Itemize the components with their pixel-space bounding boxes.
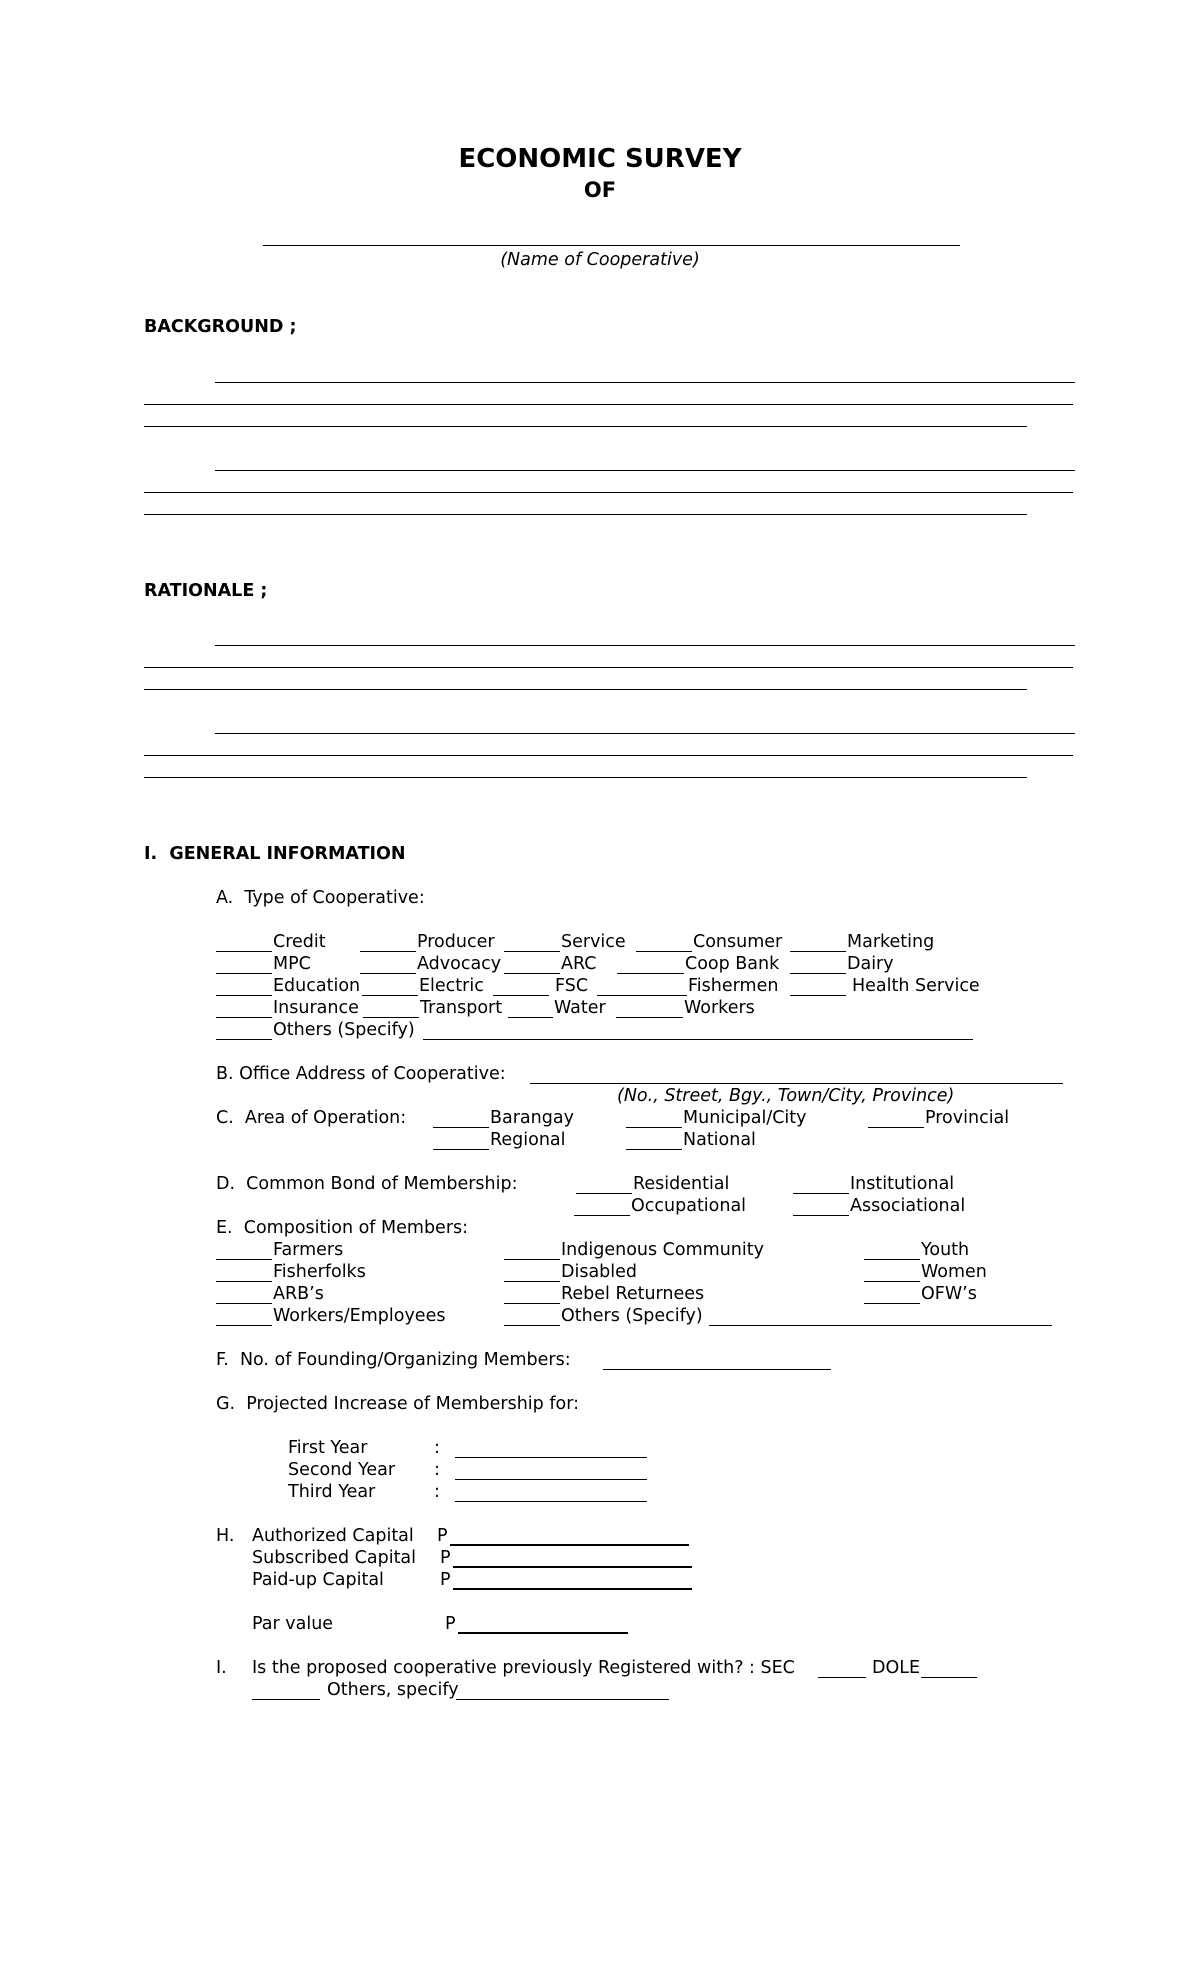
third-year-colon: : bbox=[434, 1482, 440, 1502]
first-year-label: First Year bbox=[288, 1438, 368, 1458]
provincial-blank[interactable] bbox=[868, 1127, 924, 1128]
option-service: Service bbox=[561, 932, 626, 952]
regional-blank[interactable] bbox=[433, 1149, 489, 1150]
rebel-returnees-blank[interactable] bbox=[504, 1303, 560, 1304]
option-coop-bank: Coop Bank bbox=[685, 954, 780, 974]
option-provincial: Provincial bbox=[925, 1108, 1010, 1128]
workers-blank[interactable] bbox=[616, 1017, 683, 1018]
first-year-colon: : bbox=[434, 1438, 440, 1458]
founding-members-label: F. No. of Founding/Organizing Members: bbox=[216, 1350, 571, 1370]
farmers-blank[interactable] bbox=[216, 1259, 272, 1260]
arc-blank[interactable] bbox=[504, 973, 560, 974]
second-year-colon: : bbox=[434, 1460, 440, 1480]
associational-blank[interactable] bbox=[793, 1215, 849, 1216]
workers-employees-blank[interactable] bbox=[216, 1325, 272, 1326]
paidup-capital-label: Paid-up Capital bbox=[252, 1570, 384, 1590]
women-blank[interactable] bbox=[864, 1281, 920, 1282]
option-others: Others (Specify) bbox=[273, 1020, 415, 1040]
option-workers-employees: Workers/Employees bbox=[273, 1306, 446, 1326]
indigenous-blank[interactable] bbox=[504, 1259, 560, 1260]
option-health-service: Health Service bbox=[852, 976, 980, 996]
option-farmers: Farmers bbox=[273, 1240, 344, 1260]
option-disabled: Disabled bbox=[561, 1262, 638, 1282]
option-fisherfolks: Fisherfolks bbox=[273, 1262, 366, 1282]
option-dairy: Dairy bbox=[847, 954, 894, 974]
institutional-blank[interactable] bbox=[793, 1193, 849, 1194]
third-year-line[interactable] bbox=[455, 1501, 647, 1502]
barangay-blank[interactable] bbox=[433, 1127, 489, 1128]
dole-label: DOLE bbox=[872, 1658, 921, 1678]
insurance-blank[interactable] bbox=[216, 1017, 272, 1018]
option-electric: Electric bbox=[419, 976, 484, 996]
composition-label: E. Composition of Members: bbox=[216, 1218, 469, 1238]
page-title: ECONOMIC SURVEY bbox=[458, 144, 742, 174]
credit-blank[interactable] bbox=[216, 951, 272, 952]
second-year-label: Second Year bbox=[288, 1460, 396, 1480]
option-advocacy: Advocacy bbox=[417, 954, 502, 974]
producer-blank[interactable] bbox=[360, 951, 416, 952]
projected-increase-label: G. Projected Increase of Membership for: bbox=[216, 1394, 579, 1414]
marketing-blank[interactable] bbox=[790, 951, 846, 952]
page-subtitle: OF bbox=[583, 178, 617, 202]
composition-others-blank[interactable] bbox=[504, 1325, 560, 1326]
authorized-capital-line[interactable] bbox=[450, 1544, 689, 1546]
rationale-heading: RATIONALE ; bbox=[144, 581, 268, 601]
option-residential: Residential bbox=[633, 1174, 730, 1194]
option-insurance: Insurance bbox=[273, 998, 359, 1018]
fisherfolks-blank[interactable] bbox=[216, 1281, 272, 1282]
registration-others-specify-line[interactable] bbox=[456, 1699, 669, 1700]
youth-blank[interactable] bbox=[864, 1259, 920, 1260]
office-address-caption: (No., Street, Bgy., Town/City, Province) bbox=[617, 1086, 955, 1106]
authorized-capital-label: Authorized Capital bbox=[252, 1526, 414, 1546]
water-blank[interactable] bbox=[508, 1017, 553, 1018]
general-information-heading: I. GENERAL INFORMATION bbox=[144, 844, 406, 864]
authorized-capital-peso: P bbox=[437, 1526, 448, 1546]
option-marketing: Marketing bbox=[847, 932, 935, 952]
option-youth: Youth bbox=[921, 1240, 970, 1260]
option-education: Education bbox=[273, 976, 361, 996]
option-fishermen: Fishermen bbox=[688, 976, 779, 996]
option-mpc: MPC bbox=[273, 954, 311, 974]
dole-blank[interactable] bbox=[921, 1677, 977, 1678]
option-women: Women bbox=[921, 1262, 987, 1282]
registration-section-label: I. bbox=[216, 1658, 227, 1678]
option-indigenous-community: Indigenous Community bbox=[561, 1240, 764, 1260]
composition-others-specify-line[interactable] bbox=[709, 1325, 1052, 1326]
option-municipal-city: Municipal/City bbox=[683, 1108, 807, 1128]
option-regional: Regional bbox=[490, 1130, 566, 1150]
electric-blank[interactable] bbox=[362, 995, 418, 996]
option-institutional: Institutional bbox=[850, 1174, 955, 1194]
option-credit: Credit bbox=[273, 932, 326, 952]
cooperative-name-line[interactable] bbox=[263, 245, 960, 246]
coop-bank-blank[interactable] bbox=[617, 973, 684, 974]
option-water: Water bbox=[554, 998, 606, 1018]
office-address-line[interactable] bbox=[530, 1083, 1063, 1084]
fishermen-blank[interactable] bbox=[597, 995, 687, 996]
paidup-capital-line[interactable] bbox=[453, 1588, 692, 1590]
subscribed-capital-label: Subscribed Capital bbox=[252, 1548, 417, 1568]
service-blank[interactable] bbox=[504, 951, 560, 952]
consumer-blank[interactable] bbox=[636, 951, 692, 952]
national-blank[interactable] bbox=[626, 1149, 682, 1150]
option-rebel-returnees: Rebel Returnees bbox=[561, 1284, 705, 1304]
option-ofws: OFW’s bbox=[921, 1284, 977, 1304]
office-address-label: B. Office Address of Cooperative: bbox=[216, 1064, 506, 1084]
education-blank[interactable] bbox=[216, 995, 272, 996]
arbs-blank[interactable] bbox=[216, 1303, 272, 1304]
option-transport: Transport bbox=[420, 998, 503, 1018]
option-fsc: FSC bbox=[555, 976, 589, 996]
paidup-capital-peso: P bbox=[440, 1570, 451, 1590]
option-consumer: Consumer bbox=[693, 932, 783, 952]
ofws-blank[interactable] bbox=[864, 1303, 920, 1304]
dairy-blank[interactable] bbox=[790, 973, 846, 974]
founding-members-line[interactable] bbox=[603, 1369, 831, 1370]
registration-others-blank[interactable] bbox=[252, 1699, 320, 1700]
first-year-line[interactable] bbox=[455, 1457, 647, 1458]
option-associational: Associational bbox=[850, 1196, 966, 1216]
option-occupational: Occupational bbox=[631, 1196, 747, 1216]
par-value-peso: P bbox=[445, 1614, 456, 1634]
sec-blank[interactable] bbox=[818, 1677, 866, 1678]
option-composition-others: Others (Specify) bbox=[561, 1306, 703, 1326]
second-year-line[interactable] bbox=[455, 1479, 647, 1480]
par-value-line[interactable] bbox=[458, 1632, 628, 1634]
transport-blank[interactable] bbox=[363, 1017, 419, 1018]
occupational-blank[interactable] bbox=[574, 1215, 630, 1216]
cooperative-name-caption: (Name of Cooperative) bbox=[500, 250, 700, 270]
subscribed-capital-peso: P bbox=[440, 1548, 451, 1568]
option-barangay: Barangay bbox=[490, 1108, 574, 1128]
area-of-operation-label: C. Area of Operation: bbox=[216, 1108, 407, 1128]
others-blank[interactable] bbox=[216, 1039, 272, 1040]
type-of-cooperative-label: A. Type of Cooperative: bbox=[216, 888, 425, 908]
third-year-label: Third Year bbox=[288, 1482, 376, 1502]
registration-question: Is the proposed cooperative previously Registered with? : SEC bbox=[252, 1658, 795, 1678]
residential-blank[interactable] bbox=[576, 1193, 632, 1194]
municipal-city-blank[interactable] bbox=[626, 1127, 682, 1128]
option-arbs: ARB’s bbox=[273, 1284, 324, 1304]
option-national: National bbox=[683, 1130, 756, 1150]
fsc-blank[interactable] bbox=[493, 995, 549, 996]
mpc-blank[interactable] bbox=[216, 973, 272, 974]
advocacy-blank[interactable] bbox=[360, 973, 416, 974]
capital-section-label: H. bbox=[216, 1526, 235, 1546]
subscribed-capital-line[interactable] bbox=[453, 1566, 692, 1568]
background-heading: BACKGROUND ; bbox=[144, 317, 297, 337]
common-bond-label: D. Common Bond of Membership: bbox=[216, 1174, 518, 1194]
option-workers: Workers bbox=[684, 998, 755, 1018]
par-value-label: Par value bbox=[252, 1614, 334, 1634]
option-producer: Producer bbox=[417, 932, 495, 952]
option-arc: ARC bbox=[561, 954, 597, 974]
health-service-blank[interactable] bbox=[790, 995, 846, 996]
registration-others-label: Others, specify bbox=[327, 1680, 459, 1700]
others-specify-line[interactable] bbox=[423, 1039, 973, 1040]
disabled-blank[interactable] bbox=[504, 1281, 560, 1282]
